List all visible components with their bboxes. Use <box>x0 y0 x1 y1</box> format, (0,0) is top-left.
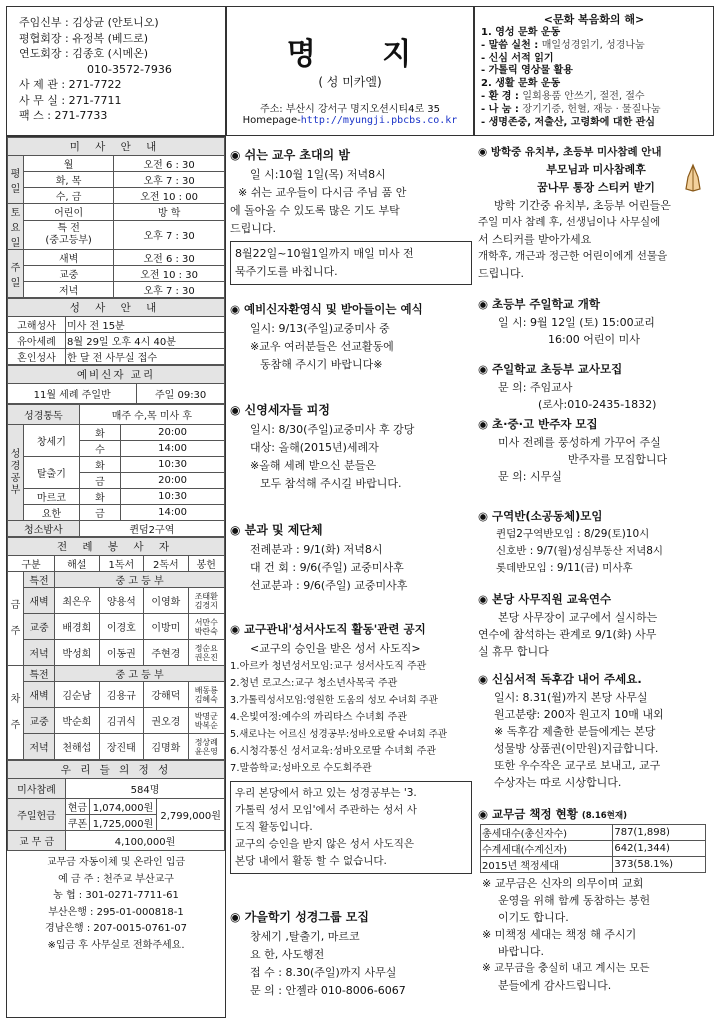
theme-normal: 매일성경읽기, 성경나눔 <box>541 39 645 51</box>
mass-time: 오전 6 : 30 <box>114 156 225 172</box>
theme-normal: 일회용품 안쓰기, 절전, 절수 <box>522 90 645 102</box>
article-line: 6.시청각통신 성서교육:성바오로딸 수녀회 주관 <box>230 746 436 757</box>
bank-line: 부산은행 : 295-01-000818-1 <box>48 906 184 918</box>
bank-line: ※입금 후 사무실로 전화주세요. <box>47 939 185 951</box>
altar-person: 양용석 <box>99 588 144 614</box>
homepage-label: Homepage- <box>242 115 301 126</box>
altar-person: 김순남 <box>55 682 100 708</box>
rosary-note-box <box>230 241 472 285</box>
parish-due-value: 4,100,000원 <box>66 831 225 851</box>
offering-amount: 1,074,000원 <box>89 799 157 815</box>
article-line: ※ 교무금은 신자의 의무이며 교회 <box>482 877 644 890</box>
page-subtitle: ( 성 미카엘) <box>318 75 382 89</box>
altar-person: 이경호 <box>99 614 144 640</box>
right-news-column <box>474 136 714 1018</box>
altar-mass: 교중 <box>24 708 55 734</box>
bible-day: 금 <box>79 473 120 489</box>
bible-day: 수 <box>79 441 120 457</box>
mass-schedule-table <box>7 137 225 298</box>
article-welcome-rite <box>230 301 472 374</box>
article-line: ※교우 여러분들은 선교활동에 <box>250 340 394 353</box>
article-line: 모두 참석해 주시길 바랍니다. <box>260 477 402 490</box>
sacrament-info: 한 달 전 사무실 접수 <box>66 349 225 365</box>
homepage <box>227 115 473 126</box>
article-line: 롯데반모임 : 9/11(금) 미사후 <box>496 562 633 574</box>
parish-due-table <box>480 824 706 873</box>
staff-line: 사 제 관 : 271-7722 <box>19 78 122 91</box>
due-label: 2015년 책정세대 <box>481 857 613 873</box>
saturday-label: 토요일 <box>8 204 24 250</box>
theme-bold: - 신심 서적 읽기 <box>481 52 554 64</box>
article-line: 3.가톨릭성서모임:영원한 도움의 성모 수녀회 주관 <box>230 695 438 706</box>
theme-bold: 1. 영성 문화 운동 <box>481 27 561 38</box>
bank-line: 농 협 : 301-0271-7711-61 <box>53 890 179 901</box>
sacrament-info: 8월 29일 오후 4시 40분 <box>66 333 225 349</box>
article-line: 또한 우수작은 교구로 보내고, 교구 <box>494 759 661 772</box>
article-line: 동참해 주시기 바랍니다※ <box>260 358 383 371</box>
theme-title: <문화 복음화의 해> <box>543 13 645 26</box>
article-title <box>478 806 714 822</box>
bank-line: 경남은행 : 207-0015-0761-07 <box>45 923 187 934</box>
mass-day: 화, 목 <box>24 172 114 188</box>
address: 주소: 부산시 강서구 명지오션시티4로 35 <box>259 104 441 115</box>
article-fall-bible-group <box>230 908 472 1000</box>
article-line: 일시: 8.31(월)까지 본당 사무실 <box>494 691 648 704</box>
altar-person: 권오경 <box>144 708 189 734</box>
article-line: 일 시:10월 1일(목) 저녁8시 <box>250 168 386 181</box>
theme-bold: - 가톨릭 영상물 활용 <box>481 65 573 77</box>
altar-person: 최은우 <box>55 588 100 614</box>
bible-time: 10:30 <box>121 489 225 505</box>
article-line: 대상: 올해(2015년)세례자 <box>250 441 379 454</box>
highlight-line: 부모님과 미사참례후 <box>546 163 646 176</box>
article-line: 연수에 참석하는 관계로 9/1(화) 사무 <box>478 628 657 641</box>
article-small-community <box>478 508 714 577</box>
article-title: ◉ 신심서적 독후감 내어 주세요. <box>478 672 642 686</box>
article-title: ◉ 교구관내'성서사도직 활동'관련 공지 <box>230 622 426 636</box>
article-line: 문 의: 시무실 <box>498 470 562 483</box>
bank-line: 교무금 자동이체 및 온라인 입금 <box>46 857 186 868</box>
altar-person: 김귀식 <box>99 708 144 734</box>
altar-offering: 정순요 권은진 <box>188 640 224 666</box>
article-kids-mass <box>478 144 714 282</box>
article-line: 우리 본당에서 하고 있는 성경공부는 '3. <box>235 787 417 799</box>
staff-line: 평협회장 : 유정복 (베드로) <box>19 31 149 45</box>
bible-day: 화 <box>79 457 120 473</box>
bible-time: 20:00 <box>121 473 225 489</box>
catechumen-table <box>7 365 225 404</box>
bible-title: 성경통독 <box>8 405 80 425</box>
altar-head: 2독서 <box>144 556 189 572</box>
bible-day: 화 <box>79 489 120 505</box>
this-week-label: 금주 <box>8 572 24 666</box>
article-line: 5.새로나는 어르신 성경공부:성바오로딸 수녀회 주관 <box>230 729 448 740</box>
theme-bold: - 환 경 : <box>481 90 523 102</box>
theme-line <box>481 27 707 40</box>
article-line: 수상자는 따로 시상합니다. <box>494 776 622 789</box>
article-line: 가톨릭 성서 모임'에서 주관하는 성서 사 <box>235 804 417 816</box>
article-line: 드립니다. <box>230 222 277 235</box>
altar-mass: 새벽 <box>24 682 55 708</box>
article-line: 도직 활동입니다. <box>235 821 313 833</box>
altar-offering: 배동룡 김혜숙 <box>188 682 224 708</box>
article-line: 16:00 어린이 미사 <box>548 333 640 346</box>
article-line: 신호반 : 9/7(월)성심부동산 저녁8시 <box>496 545 664 557</box>
mass-day: 수, 금 <box>24 188 114 204</box>
theme-line <box>481 53 707 66</box>
sacrament-name: 혼인성사 <box>8 349 66 365</box>
staff-line: 팩 스 : 271-7733 <box>19 109 108 122</box>
article-title: ◉ 본당 사무직원 교육연수 <box>478 592 612 606</box>
article-line: 서 스티커를 받아가세요 <box>478 233 592 246</box>
altar-head: 1독서 <box>99 556 144 572</box>
middle-news-column <box>226 136 474 1018</box>
sacrament-title: 성 사 안 내 <box>8 299 225 317</box>
left-info-column <box>6 136 226 1018</box>
catechumen-title: 예비신자 교리 <box>8 366 225 384</box>
mass-attendance-label: 미사참례 <box>8 779 66 799</box>
article-line: 퀸덤2구역반모임 : 8/29(토)10시 <box>496 528 650 540</box>
altar-head: 해설 <box>55 556 100 572</box>
article-line: 4.은빛여정:예수의 까리타스 수녀회 주관 <box>230 712 408 723</box>
article-title: ◉ 초·중·고 반주자 모집 <box>478 417 598 431</box>
bible-book: 창세기 <box>24 425 80 457</box>
article-line: 에 돌아올 수 있도록 많은 기도 부탁 <box>230 204 400 217</box>
bible-time: 14:00 <box>121 505 225 521</box>
staff-line: 010-3572-7936 <box>87 62 172 76</box>
bible-table <box>7 404 225 537</box>
article-title: ◉ 구역반(소공동체)모임 <box>478 509 603 523</box>
article-school-start <box>478 296 714 348</box>
due-value: 373(58.1%) <box>613 857 706 873</box>
article-line: 성물방 상품권(이만원)지급합니다. <box>494 742 659 755</box>
catechumen-class: 11월 세례 주일반 <box>8 384 137 404</box>
altar-person: 천해섭 <box>55 734 100 760</box>
theme-normal: 장기기증, 헌혈, 재능 · 물질나눔 <box>522 103 661 115</box>
bible-time: 20:00 <box>121 425 225 441</box>
title-text: ◉ 교무금 책정 현황 <box>478 807 578 821</box>
bible-notice-box <box>230 781 472 874</box>
altar-group: 중 고 등 부 <box>55 572 225 588</box>
mass-time: 오전 10 : 30 <box>114 266 225 282</box>
offering-title: 우 리 들 의 정 성 <box>8 761 225 779</box>
altar-person: 이방미 <box>144 614 189 640</box>
parish-due-label: 교 무 금 <box>8 831 66 851</box>
article-line: ※ 독후감 제출한 분들에게는 본당 <box>494 725 656 738</box>
mass-time: 방 학 <box>114 204 225 221</box>
altar-person: 이영화 <box>144 588 189 614</box>
article-line: 일시: 8/30(주일)교중미사 후 강당 <box>250 423 415 436</box>
mass-title: 미 사 안 내 <box>8 138 225 156</box>
altar-head: 봉헌 <box>188 556 224 572</box>
bible-time: 10:30 <box>121 457 225 473</box>
article-line: 선교분과 : 9/6(주일) 교중미사후 <box>250 579 408 592</box>
bible-day: 화 <box>79 425 120 441</box>
article-line: 문 의 : 안젤라 010-8006-6067 <box>250 984 406 997</box>
page-title: 명 지 <box>286 37 440 72</box>
youth-label: 청소밤사 <box>8 521 80 537</box>
article-title: ◉ 예비신자환영식 및 받아들이는 예식 <box>230 302 423 316</box>
article-book-report <box>478 671 714 791</box>
article-line: ※ 쉬는 교우들이 다시금 주님 품 안 <box>238 186 407 199</box>
article-committees <box>230 521 472 595</box>
mass-day: 어린이 <box>24 204 114 221</box>
article-line: 8월22일~10월1일까지 매일 미사 전 <box>235 247 414 260</box>
mass-time: 오후 7 : 30 <box>114 220 225 249</box>
bible-book: 탈출기 <box>24 457 80 489</box>
altar-head: 구분 <box>8 556 55 572</box>
bible-time: 14:00 <box>121 441 225 457</box>
mass-time: 오후 7 : 30 <box>114 282 225 298</box>
article-staff-training <box>478 591 714 660</box>
theme-bold: - 나 눔 : <box>481 103 523 115</box>
mass-time: 오후 7 : 30 <box>114 172 225 188</box>
bible-day: 금 <box>79 505 120 521</box>
bank-info <box>7 851 225 954</box>
sacrament-table <box>7 298 225 365</box>
altar-mass: 새벽 <box>24 588 55 614</box>
article-line: 분들에게 감사드립니다. <box>498 979 612 992</box>
offering-amount: 1,725,000원 <box>89 815 157 831</box>
article-line: 드립니다. <box>478 267 525 280</box>
mass-time: 오전 10 : 00 <box>114 188 225 204</box>
offering-total: 2,799,000원 <box>157 799 225 831</box>
article-subtitle: <교구의 승인을 받은 성서 사도직> <box>250 642 421 655</box>
praying-hands-icon <box>680 163 706 197</box>
altar-offering: 서만수 박란숙 <box>188 614 224 640</box>
bible-book: 마르코 <box>24 489 80 505</box>
altar-mass: 특전 <box>24 666 55 682</box>
altar-title: 전 례 봉 사 자 <box>8 538 225 556</box>
article-line: ※ 교무금을 충실히 내고 계시는 모든 <box>482 962 650 974</box>
article-line: 본당 사무장이 교구에서 실시하는 <box>498 611 658 624</box>
article-line: 접 수 : 8.30(주일)까지 사무실 <box>250 966 397 979</box>
bible-book: 요한 <box>24 505 80 521</box>
article-title: ◉ 가을학기 성경그룹 모집 <box>230 910 369 924</box>
bible-study-label: 성경공부 <box>8 425 24 521</box>
article-line: 운영을 위해 함께 동참하는 봉헌 <box>498 894 651 907</box>
status-date: (8.16현재) <box>581 811 627 821</box>
sacrament-name: 고해성사 <box>8 317 66 333</box>
article-line: ※ 미책정 세대는 책정 해 주시기 <box>482 928 637 941</box>
article-neophyte-retreat <box>230 401 472 493</box>
bank-line: 예 금 주 : 천주교 부산교구 <box>58 873 174 885</box>
altar-mass: 저녁 <box>24 640 55 666</box>
altar-person: 강해덕 <box>144 682 189 708</box>
altar-person: 박순희 <box>55 708 100 734</box>
altar-offering: 박명군 박복순 <box>188 708 224 734</box>
article-accompanist-recruit <box>478 416 714 485</box>
article-title: ◉ 분과 및 제단체 <box>230 523 323 537</box>
altar-group: 중 고 등 부 <box>55 666 225 682</box>
header-theme-box <box>474 6 714 136</box>
article-title: ◉ 방학중 유치부, 초등부 미사참례 안내 <box>478 146 662 158</box>
sacrament-info: 미사 전 15분 <box>66 317 225 333</box>
altar-person: 장진태 <box>99 734 144 760</box>
article-line: 본당 내에서 활동 할 수 없습니다. <box>235 855 387 867</box>
altar-offering: 정상례 윤은영 <box>188 734 224 760</box>
article-line: 문 의: 주임교사 <box>498 381 573 394</box>
article-line: 미사 전례를 풍성하게 가꾸어 주실 <box>498 436 661 449</box>
staff-line: 사 무 실 : 271-7711 <box>19 93 122 107</box>
article-line: 교구의 승인을 받지 않은 성서 사도직은 <box>235 838 414 850</box>
theme-line <box>481 104 707 117</box>
due-label: 총세대수(총신자수) <box>481 825 613 841</box>
mass-day: 월 <box>24 156 114 172</box>
theme-line <box>481 78 707 91</box>
article-teacher-recruit <box>478 361 714 413</box>
sunday-offering-label: 주일헌금 <box>8 799 66 831</box>
altar-person: 이동권 <box>99 640 144 666</box>
header-title-box <box>226 6 474 136</box>
article-title: ◉ 신영세자들 피정 <box>230 403 330 417</box>
article-line: 바랍니다. <box>498 945 545 958</box>
theme-line <box>481 40 707 53</box>
article-line: 대 건 회 : 9/6(주일) 교중미사후 <box>250 561 404 574</box>
staff-line: 연도회장 : 김종호 (시메온) <box>19 47 149 60</box>
altar-offering: 조태환 김경지 <box>188 588 224 614</box>
altar-mass: 특전 <box>24 572 55 588</box>
sunday-label: 주일 <box>8 250 24 298</box>
due-label: 수계세대(수계신자) <box>481 841 613 857</box>
offering-type: 현금 <box>66 799 90 815</box>
article-line: 2.청년 로고스:교구 청소년사목국 주관 <box>230 678 398 689</box>
header-staff-box <box>6 6 226 136</box>
article-bible-apostolate <box>230 621 472 874</box>
homepage-link[interactable]: http://myungji.pbcbs.co.kr <box>300 115 458 126</box>
altar-person: 김용규 <box>99 682 144 708</box>
altar-server-table <box>7 537 225 760</box>
offering-table <box>7 760 225 851</box>
theme-bold: 2. 생활 문화 운동 <box>481 78 561 90</box>
mass-day: 특 전 (중고등부) <box>24 220 114 249</box>
sacrament-name: 유아세례 <box>8 333 66 349</box>
altar-person: 박성희 <box>55 640 100 666</box>
article-line: 1.아르카 청년성서모임:교구 성서사도직 주관 <box>230 661 427 672</box>
due-value: 642(1,344) <box>613 841 706 857</box>
article-line: 창세기 ,탈출기, 마르코 <box>250 930 360 943</box>
mass-time: 오전 6 : 30 <box>114 250 225 266</box>
altar-mass: 교중 <box>24 614 55 640</box>
catechumen-time: 주일 09:30 <box>137 384 225 404</box>
altar-mass: 저녁 <box>24 734 55 760</box>
article-line: 7.말씀학교:성바오로 수도회주관 <box>230 763 372 774</box>
article-line: ※올해 세례 받으신 분들은 <box>250 459 376 472</box>
theme-bold: - 생명존중, 저출산, 고령화에 대한 관심 <box>481 116 656 128</box>
article-line: 반주자를 모집합니다 <box>568 453 668 466</box>
theme-bold: - 말씀 실천 : <box>481 39 542 51</box>
article-line: 실 휴무 합니다 <box>478 645 549 658</box>
mass-attendance-value: 584명 <box>66 779 225 799</box>
article-title: ◉ 쉬는 교우 초대의 밤 <box>230 148 350 162</box>
due-value: 787(1,898) <box>613 825 706 841</box>
next-week-label: 차주 <box>8 666 24 760</box>
article-invite-night <box>230 146 472 285</box>
altar-person: 김명화 <box>144 734 189 760</box>
theme-line <box>481 65 707 78</box>
article-line: (로사:010-2435-1832) <box>538 398 657 411</box>
mass-day: 새벽 <box>24 250 114 266</box>
article-line: 요 한, 사도행전 <box>250 948 325 961</box>
article-parish-due-status <box>478 806 714 994</box>
article-line: 묵주기도를 바칩니다. <box>235 265 338 278</box>
article-line: 일 시: 9월 12일 (토) 15:00교리 <box>498 316 655 329</box>
article-line: 원고분량: 200자 원고지 10매 내외 <box>494 708 664 721</box>
youth-value: 퀸덤2구역 <box>79 521 224 537</box>
offering-type: 쿠폰 <box>66 815 90 831</box>
theme-line <box>481 117 707 130</box>
bible-sub: 매주 수,목 미사 후 <box>79 405 224 425</box>
altar-person: 주현경 <box>144 640 189 666</box>
article-line: 이기도 합니다. <box>498 911 569 924</box>
mass-day: 저녁 <box>24 282 114 298</box>
article-line: 전례분과 : 9/1(화) 저녁8시 <box>250 543 383 556</box>
weekday-label: 평일 <box>8 156 24 204</box>
article-line: 개학후, 개근과 정근한 어린이에게 선물을 <box>478 250 668 262</box>
article-title: ◉ 주일학교 초등부 교사모집 <box>478 362 623 376</box>
article-line: 방학 기간중 유치부, 초등부 어린들은 <box>494 199 671 212</box>
staff-line: 주임신부 : 김상균 (안토니오) <box>19 16 159 29</box>
highlight-line: 꿈나무 통장 스티커 받기 <box>537 181 655 194</box>
article-title: ◉ 초등부 주일학교 개학 <box>478 297 601 311</box>
article-line: 주일 미사 참례 후, 선생님이나 사무실에 <box>478 216 661 228</box>
theme-line <box>481 91 707 104</box>
mass-day: 교중 <box>24 266 114 282</box>
article-line: 일시: 9/13(주일)교중미사 중 <box>250 322 390 335</box>
altar-person: 배경희 <box>55 614 100 640</box>
